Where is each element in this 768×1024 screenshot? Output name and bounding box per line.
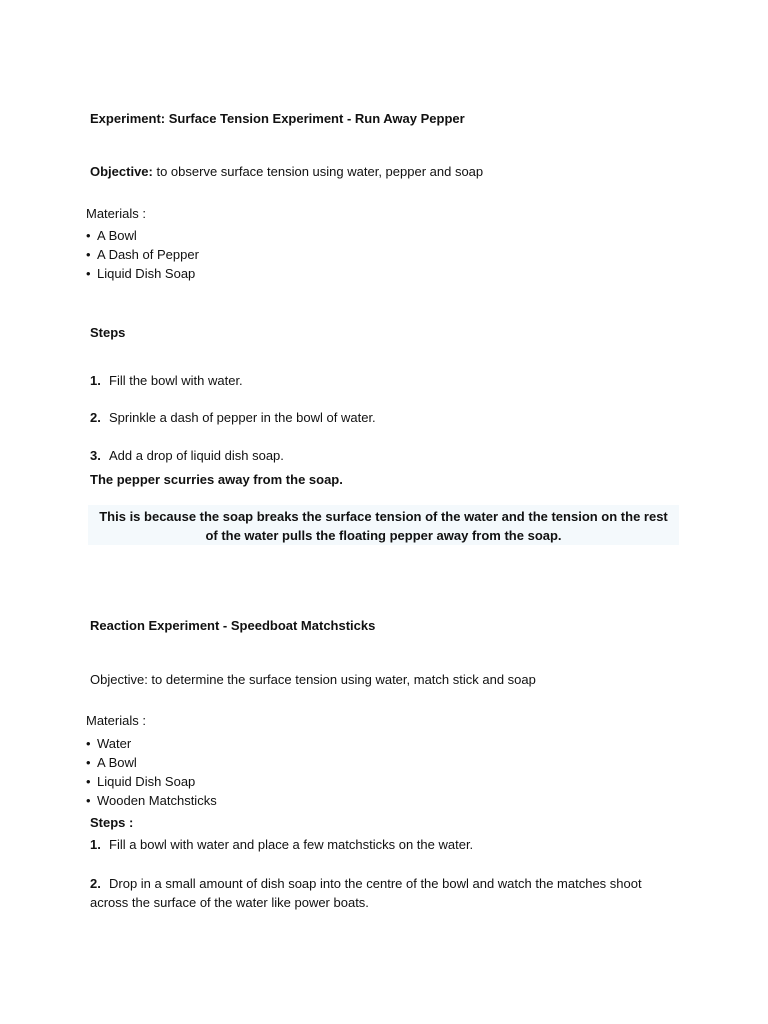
list-item: • A Bowl bbox=[86, 754, 217, 773]
experiment-2-materials-list bbox=[86, 735, 217, 811]
experiment-1-step-1: 1. Fill the bowl with water. bbox=[90, 373, 243, 388]
list-item: • A Bowl bbox=[86, 227, 199, 246]
experiment-2-objective bbox=[90, 671, 536, 688]
experiment-1-step-3: 3. Add a drop of liquid dish soap. bbox=[90, 448, 284, 463]
explanation-callout bbox=[88, 505, 679, 545]
experiment-2-materials-label: Materials : bbox=[86, 713, 146, 728]
list-item: • A Dash of Pepper bbox=[86, 246, 199, 265]
experiment-1-title: Experiment: Surface Tension Experiment - Run Away Pepper bbox=[90, 111, 465, 126]
experiment-1-objective bbox=[90, 163, 483, 180]
experiment-1-materials-list bbox=[86, 227, 199, 284]
experiment-2-steps-label: Steps : bbox=[90, 815, 134, 830]
experiment-2-title: Reaction Experiment - Speedboat Matchsticks bbox=[90, 618, 376, 633]
explanation-text: This is because the soap breaks the surface tension of the water and the tension on the rest of the water pulls the floating pepper away from the soap. bbox=[99, 509, 668, 543]
experiment-1-result: The pepper scurries away from the soap. bbox=[90, 472, 343, 487]
list-item: • Liquid Dish Soap bbox=[86, 773, 217, 792]
experiment-1-steps-label: Steps bbox=[90, 325, 126, 340]
experiment-1-materials-label: Materials : bbox=[86, 206, 146, 221]
list-item: • Water bbox=[86, 735, 217, 754]
experiment-1-step-2: 2. Sprinkle a dash of pepper in the bowl of water. bbox=[90, 410, 376, 425]
objective-text: to observe surface tension using water, pepper and soap bbox=[152, 164, 484, 179]
experiment-2-step-2: 2. Drop in a small amount of dish soap into the centre of the bowl and watch the matches shoot across the surface of the water like power boats. bbox=[90, 876, 642, 910]
experiment-2-step-1: 1. Fill a bowl with water and place a few matchsticks on the water. bbox=[90, 837, 474, 852]
list-item: • Wooden Matchsticks bbox=[86, 792, 217, 811]
objective-text: to determine the surface tension using water, match stick and soap bbox=[147, 672, 536, 687]
objective-label: Objective: bbox=[90, 164, 153, 179]
objective-label: Objective: bbox=[90, 672, 148, 687]
list-item: • Liquid Dish Soap bbox=[86, 265, 199, 284]
